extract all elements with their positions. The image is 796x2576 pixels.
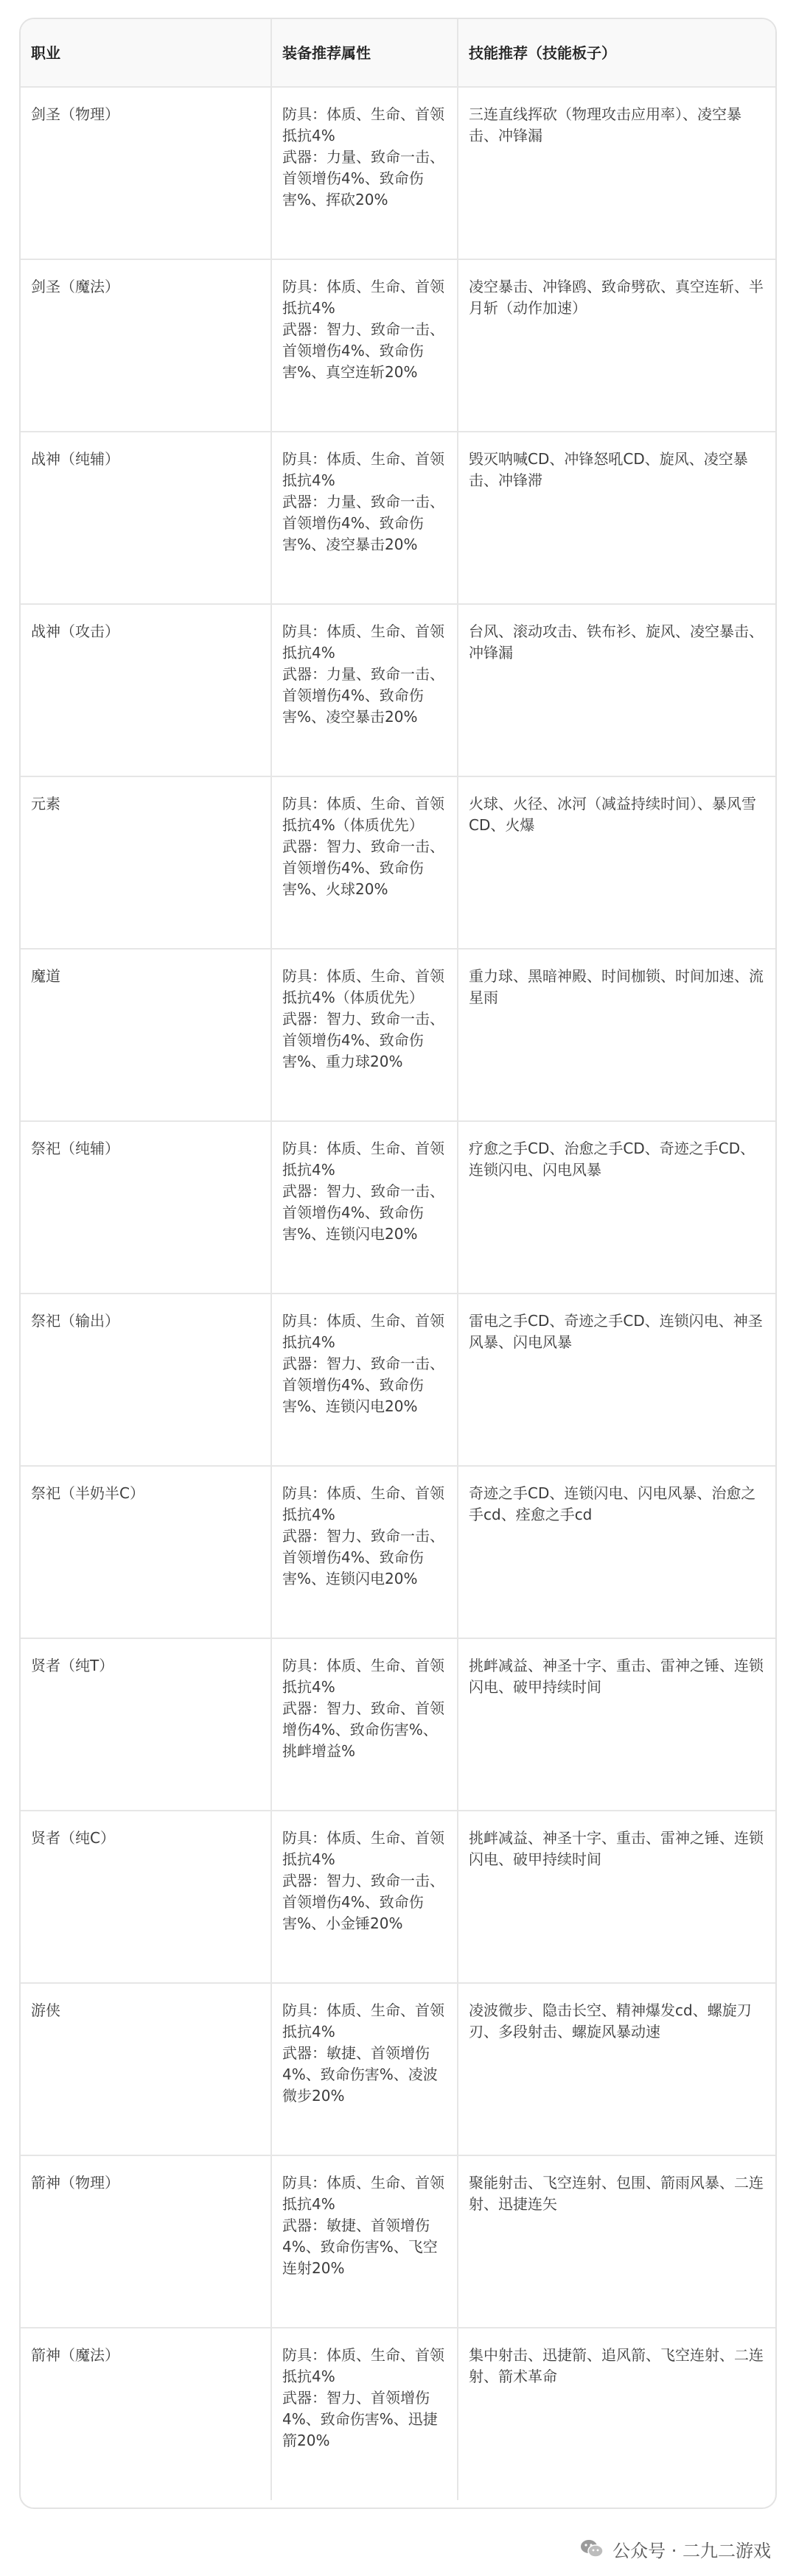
cell-equip: 防具：体质、生命、首领抵抗4% 武器：力量、致命一击、首领增伤4%、致命伤害%、凌空暴击20%: [271, 604, 458, 776]
cell-skills: 集中射击、迅捷箭、追风箭、飞空连射、二连射、箭术革命: [469, 2346, 764, 2385]
cell-skills: 凌波微步、隐击长空、精神爆发cd、螺旋刀刃、多段射击、螺旋风暴动速: [458, 1983, 775, 2155]
table-row: [21, 1121, 775, 1294]
wechat-icon: [579, 2535, 605, 2562]
table-row: [21, 1811, 775, 1983]
cell-skills: 疗愈之手CD、治愈之手CD、奇迹之手CD、连锁闪电、闪电风暴: [458, 1121, 775, 1294]
header-class: 职业: [21, 19, 271, 87]
table-row: [21, 1466, 775, 1638]
cell-skills: 三连直线挥砍（物理攻击应用率）、凌空暴击、冲锋漏: [458, 87, 775, 259]
attribute-table-card: [19, 18, 777, 2509]
cell-equip: 防具：体质、生命、首领抵抗4% 武器：智力、首领增伤4%、致命伤害%、迅捷箭20%: [271, 2328, 458, 2500]
table-row: [21, 259, 775, 432]
table-row: [21, 604, 775, 776]
cell-class: 战神（攻击）: [21, 604, 271, 776]
cell-skills: 聚能射击、飞空连射、包围、箭雨风暴、二连射、迅捷连矢: [458, 2155, 775, 2328]
cell-class: 箭神（物理）: [21, 2155, 271, 2328]
table-row: [21, 2328, 775, 2500]
cell-equip: 防具：体质、生命、首领抵抗4% 武器：智力、致命一击、首领增伤4%、致命伤害%、连锁闪电20%: [271, 1121, 458, 1294]
cell-class: 剑圣（物理）: [21, 87, 271, 259]
cell-skills: 重力球、黑暗神殿、时间枷锁、时间加速、流星雨: [458, 949, 775, 1121]
header-equip: 装备推荐属性: [271, 19, 458, 87]
class-recommendation-table: [21, 19, 775, 2500]
cell-class: 祭祀（半奶半C）: [21, 1466, 271, 1638]
footer-text: 公众号 · 二九二游戏: [612, 2540, 771, 2561]
cell-class: 剑圣（魔法）: [21, 259, 271, 432]
cell-equip: 防具：体质、生命、首领抵抗4% 武器：智力、致命、首领增伤4%、致命伤害%、挑衅增益%: [271, 1638, 458, 1811]
cell-skills: 凌空暴击、冲锋鸥、致命劈砍、真空连斩、半月斩（动作加速）: [458, 259, 775, 432]
cell-skills: 雷电之手CD、奇迹之手CD、连锁闪电、神圣风暴、闪电风暴: [458, 1294, 775, 1466]
cell-equip: 防具：体质、生命、首领抵抗4% 武器：力量、致命一击、首领增伤4%、致命伤害%、挥砍20%: [271, 87, 458, 259]
cell-class: 战神（纯辅）: [21, 432, 271, 604]
cell-class: 祭祀（输出）: [21, 1294, 271, 1466]
cell-class: 魔道: [21, 949, 271, 1121]
cell-equip: 防具：体质、生命、首领抵抗4% 武器：力量、致命一击、首领增伤4%、致命伤害%、凌空暴击20%: [271, 432, 458, 604]
table-row: [21, 87, 775, 259]
cell-skills: 挑衅减益、神圣十字、重击、雷神之锤、连锁闪电、破甲持续时间: [458, 1811, 775, 1983]
cell-equip: 防具：体质、生命、首领抵抗4%（体质优先） 武器：智力、致命一击、首领增伤4%、致命伤害%、重力球20%: [271, 949, 458, 1121]
cell-equip: 防具：体质、生命、首领抵抗4% 武器：敏捷、首领增伤4%、致命伤害%、凌波微步20%: [271, 1983, 458, 2155]
cell-class: 元素: [21, 776, 271, 949]
table-row: [21, 1983, 775, 2155]
cell-class: 箭神（魔法）: [21, 2328, 271, 2500]
table-row: [21, 776, 775, 949]
cell-equip: 防具：体质、生命、首领抵抗4%（体质优先） 武器：智力、致命一击、首领增伤4%、致命伤害%、火球20%: [271, 776, 458, 949]
cell-class: 贤者（纯C）: [21, 1811, 271, 1983]
cell-skills: 台风、滚动攻击、铁布衫、旋风、凌空暴击、冲锋漏: [458, 604, 775, 776]
cell-equip: 防具：体质、生命、首领抵抗4% 武器：智力、致命一击、首领增伤4%、致命伤害%、小金锤20%: [271, 1811, 458, 1983]
cell-class: 贤者（纯T）: [21, 1638, 271, 1811]
cell-skills: 火球、火径、冰河（减益持续时间）、暴风雪CD、火爆: [458, 776, 775, 949]
header-skills: 技能推荐（技能板子）: [458, 19, 775, 87]
cell-skills: 毁灭呐喊CD、冲锋怒吼CD、旋风、凌空暴击、冲锋滞: [458, 432, 775, 604]
cell-equip: 防具：体质、生命、首领抵抗4% 武器：智力、致命一击、首领增伤4%、致命伤害%、真空连斩20%: [271, 259, 458, 432]
cell-class: 祭祀（纯辅）: [21, 1121, 271, 1294]
table-header-row: [21, 19, 775, 87]
table-row: [21, 432, 775, 604]
footer-watermark: [579, 2534, 771, 2563]
table-row: [21, 2155, 775, 2328]
cell-equip: 防具：体质、生命、首领抵抗4% 武器：敏捷、首领增伤4%、致命伤害%、飞空连射20%: [271, 2155, 458, 2328]
table-row: [21, 1638, 775, 1811]
cell-equip: 防具：体质、生命、首领抵抗4% 武器：智力、致命一击、首领增伤4%、致命伤害%、连锁闪电20%: [271, 1294, 458, 1466]
cell-equip: 防具：体质、生命、首领抵抗4% 武器：智力、致命一击、首领增伤4%、致命伤害%、连锁闪电20%: [271, 1466, 458, 1638]
cell-class: 游侠: [21, 1983, 271, 2155]
table-row: [21, 949, 775, 1121]
cell-skills: 挑衅减益、神圣十字、重击、雷神之锤、连锁闪电、破甲持续时间: [458, 1638, 775, 1811]
table-row: [21, 1294, 775, 1466]
cell-skills: 奇迹之手CD、连锁闪电、闪电风暴、治愈之手cd、痊愈之手cd: [458, 1466, 775, 1638]
